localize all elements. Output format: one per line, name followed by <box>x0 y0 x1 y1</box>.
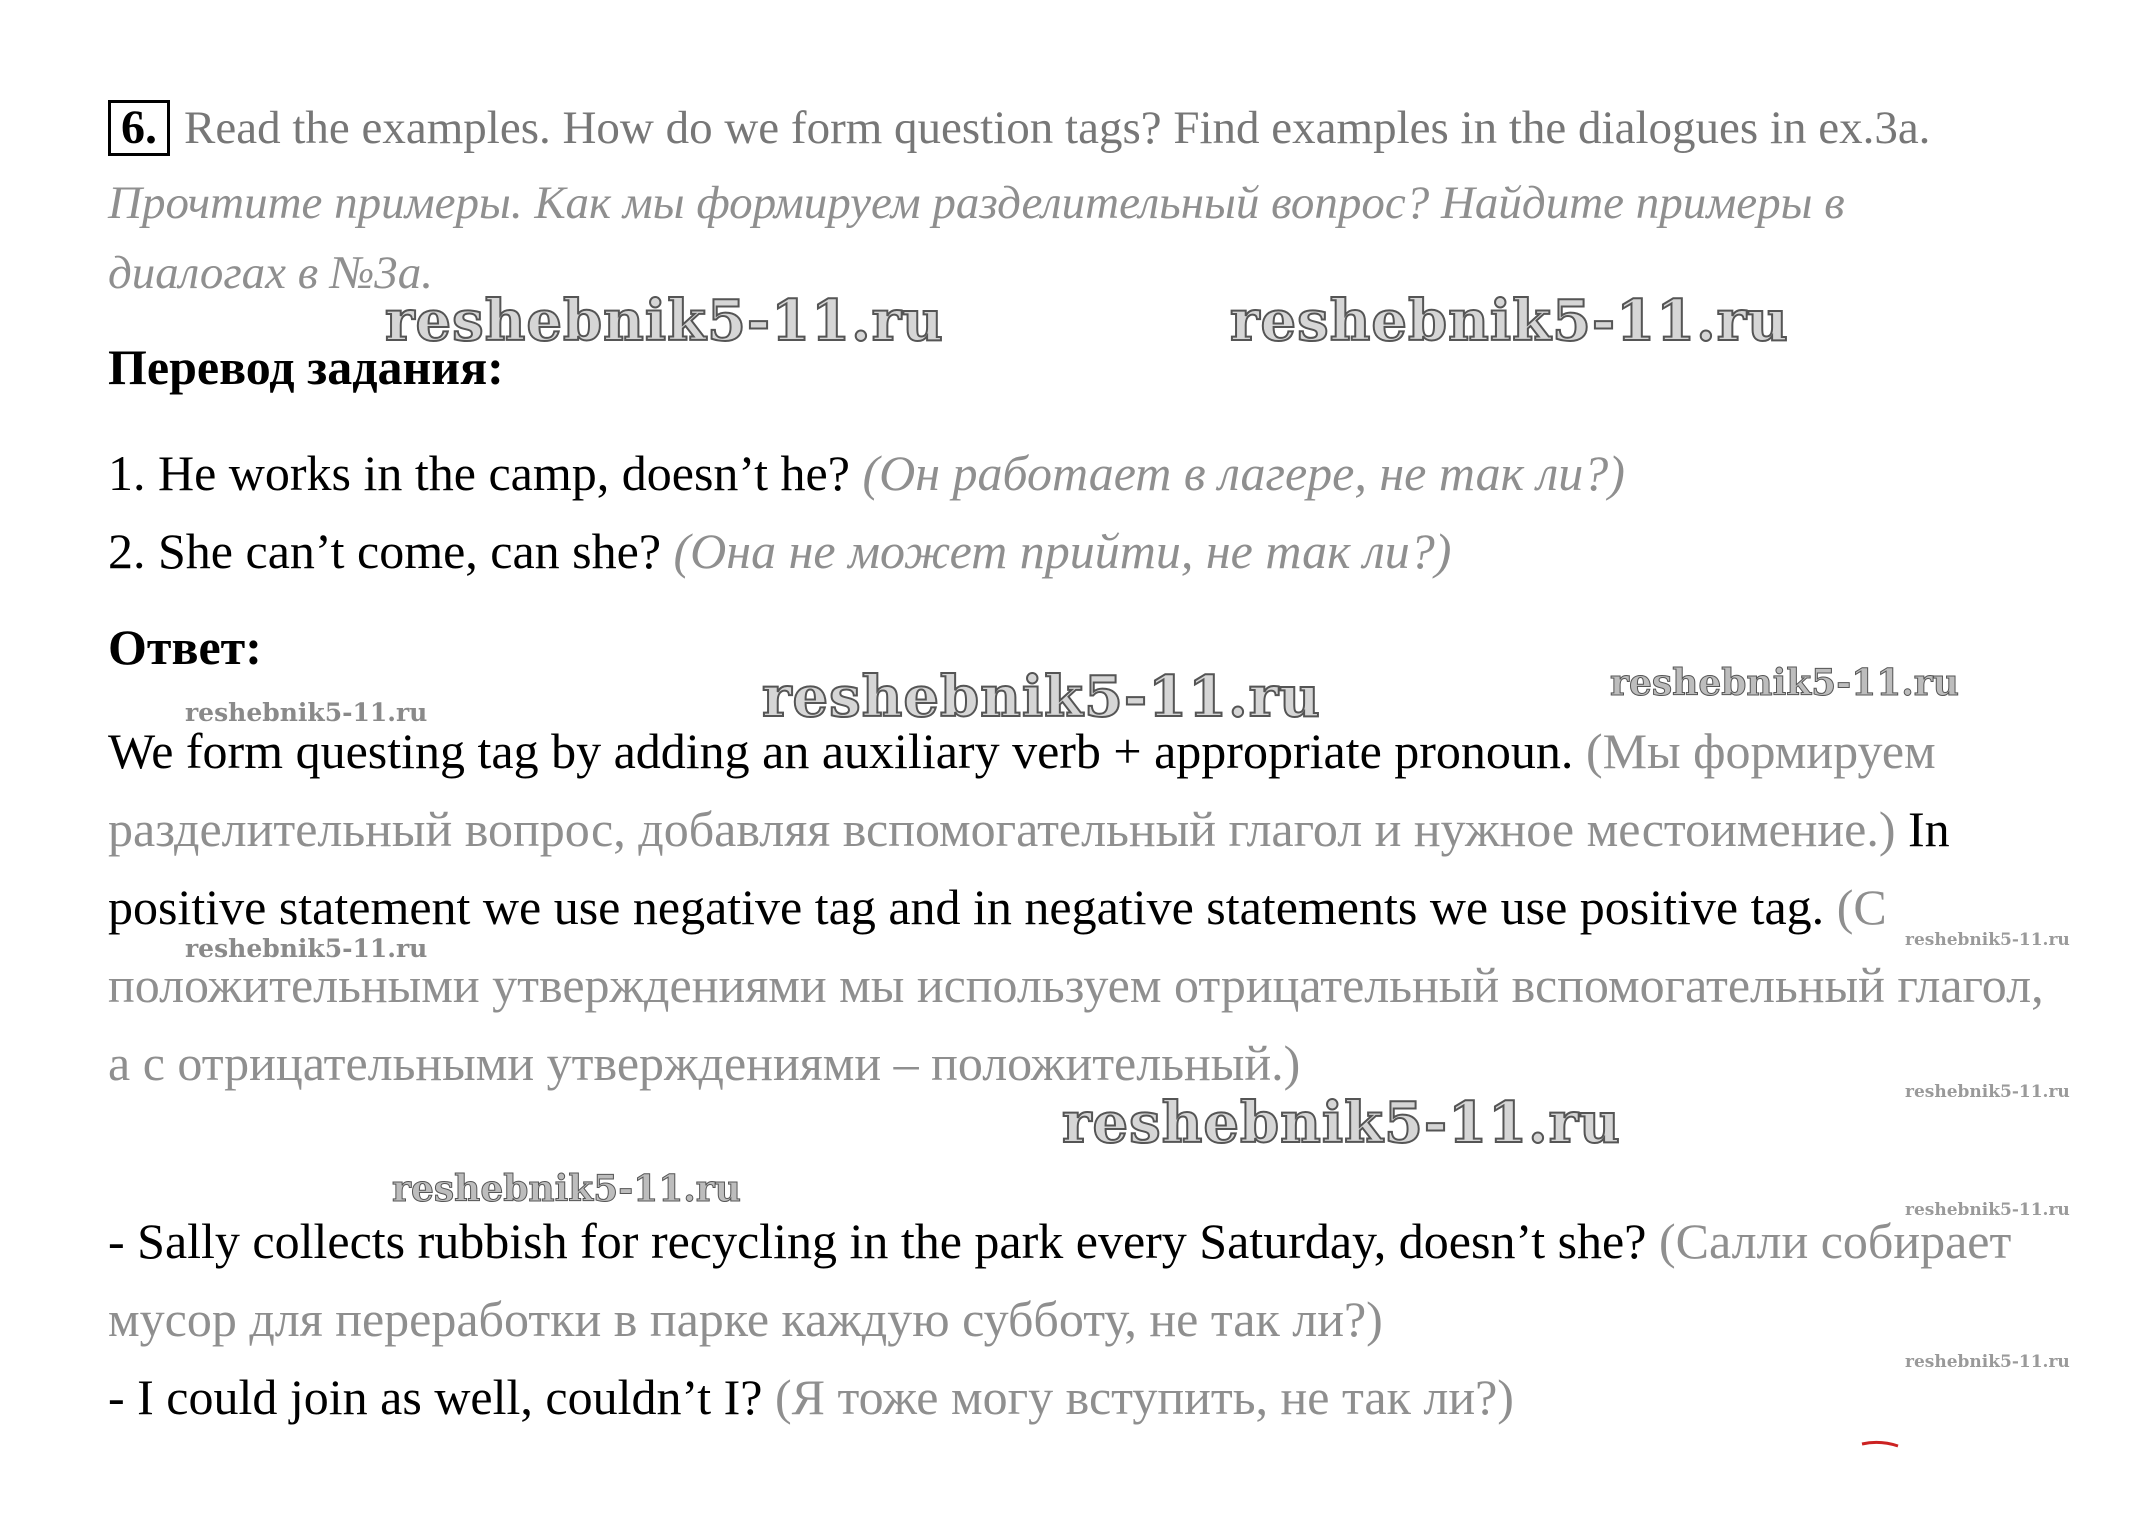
answer-example-2 <box>108 1358 2068 1436</box>
translation-item-en: 2. She can’t come, can she? <box>108 523 662 579</box>
example-en: - Sally collects rubbish for recycling in the park every Saturday, doesn’t she? <box>108 1213 1647 1269</box>
translation-item-2 <box>108 512 2068 590</box>
instruction-ru-line-2: диалогах в №3а. <box>108 247 434 299</box>
answer-example-1 <box>108 1202 2068 1358</box>
watermark: reshebnik5-11.ru <box>1905 1352 2070 1372</box>
exercise-number: 6. <box>108 100 170 156</box>
instruction-en: Read the examples. How do we form question tags? Find examples in the dialogues in ex.3a. <box>184 102 1931 154</box>
watermark: reshebnik5-11.ru <box>185 698 428 727</box>
translation-item-ru: (Он работает в лагере, не так ли?) <box>862 445 1625 501</box>
example-en: - I could join as well, couldn’t I? <box>108 1369 763 1425</box>
watermark: reshebnik5-11.ru <box>1905 930 2070 950</box>
watermark: reshebnik5-11.ru <box>762 664 1321 730</box>
red-mark-icon <box>1860 1440 1900 1450</box>
watermark: reshebnik5-11.ru <box>385 288 944 354</box>
answer-p1-ru: (Мы формируем разделительный вопрос, добавляя вспомогательный глагол и нужное местоимение.) <box>108 723 1936 857</box>
watermark: reshebnik5-11.ru <box>392 1168 741 1210</box>
example-ru: (Салли собирает мусор для переработки в парке каждую субботу, не так ли?) <box>108 1213 2012 1347</box>
watermark: reshebnik5-11.ru <box>1905 1082 2070 1102</box>
watermark: reshebnik5-11.ru <box>1610 662 1959 704</box>
translation-heading: Перевод задания: <box>108 339 504 395</box>
watermark: reshebnik5-11.ru <box>1230 288 1789 354</box>
answer-p2-ru: (С положительными утверждениями мы используем отрицательный вспомогательный глагол, а с отрицательными утверждениями – положительный.) <box>108 879 2044 1091</box>
answer-p2-en: In positive statement we use negative tag and in negative statements we use positive tag. <box>108 801 1950 935</box>
watermark: reshebnik5-11.ru <box>1905 1200 2070 1220</box>
answer-heading: Ответ: <box>108 619 262 675</box>
translation-item-en: 1. He works in the camp, doesn’t he? <box>108 445 850 501</box>
translation-item-1 <box>108 434 2068 512</box>
example-ru: (Я тоже могу вступить, не так ли?) <box>774 1369 1514 1425</box>
answer-p1-en: We form questing tag by adding an auxiliary verb + appropriate pronoun. <box>108 723 1574 779</box>
answer-paragraph <box>108 712 2068 1102</box>
translation-item-ru: (Она не может прийти, не так ли?) <box>673 523 1452 579</box>
exercise-instruction <box>108 100 2068 156</box>
instruction-ru-line-1: Прочтите примеры. Как мы формируем разделительный вопрос? Найдите примеры в <box>108 177 1845 229</box>
watermark: reshebnik5-11.ru <box>1062 1090 1621 1156</box>
watermark: reshebnik5-11.ru <box>185 934 428 963</box>
